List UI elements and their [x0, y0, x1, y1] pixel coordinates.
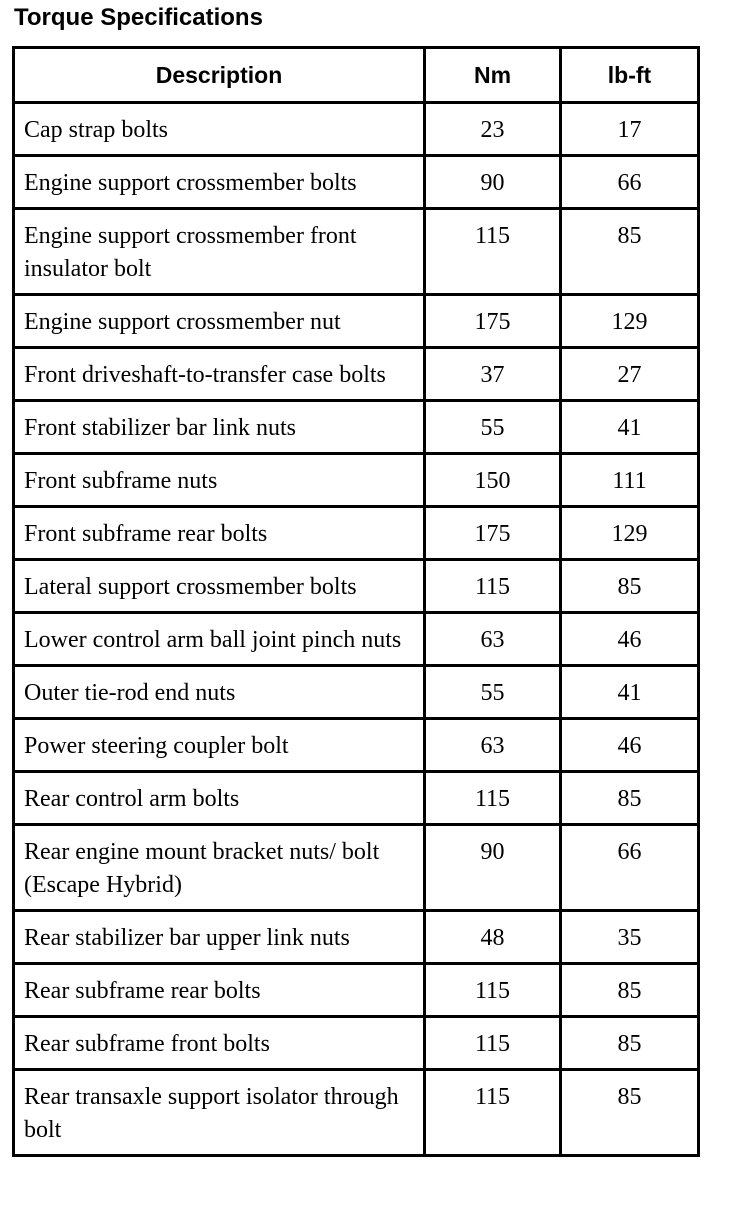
- cell-nm: 150: [425, 454, 561, 507]
- cell-nm: 63: [425, 719, 561, 772]
- cell-lb-ft: 46: [561, 719, 699, 772]
- cell-nm: 115: [425, 964, 561, 1017]
- cell-description: Rear subframe rear bolts: [14, 964, 425, 1017]
- table-row: [14, 103, 699, 156]
- cell-description: Rear control arm bolts: [14, 772, 425, 825]
- cell-description: Front subframe nuts: [14, 454, 425, 507]
- cell-description: Power steering coupler bolt: [14, 719, 425, 772]
- cell-nm: 115: [425, 560, 561, 613]
- cell-nm: 175: [425, 507, 561, 560]
- cell-lb-ft: 129: [561, 507, 699, 560]
- cell-nm: 115: [425, 1017, 561, 1070]
- cell-description: Engine support crossmember nut: [14, 295, 425, 348]
- table-row: [14, 560, 699, 613]
- cell-description: Rear transaxle support isolator through bolt: [14, 1070, 425, 1156]
- cell-lb-ft: 129: [561, 295, 699, 348]
- cell-nm: 115: [425, 772, 561, 825]
- table-row: [14, 1017, 699, 1070]
- cell-description: Rear engine mount bracket nuts/ bolt (Escape Hybrid): [14, 825, 425, 911]
- column-header-nm: Nm: [425, 48, 561, 103]
- cell-nm: 90: [425, 825, 561, 911]
- cell-description: Lower control arm ball joint pinch nuts: [14, 613, 425, 666]
- table-row: [14, 1070, 699, 1156]
- cell-nm: 37: [425, 348, 561, 401]
- cell-lb-ft: 41: [561, 666, 699, 719]
- cell-nm: 115: [425, 209, 561, 295]
- torque-specifications-table: [12, 46, 700, 1157]
- table-row: [14, 507, 699, 560]
- cell-lb-ft: 66: [561, 156, 699, 209]
- cell-nm: 23: [425, 103, 561, 156]
- cell-lb-ft: 66: [561, 825, 699, 911]
- table-row: [14, 613, 699, 666]
- table-row: [14, 772, 699, 825]
- cell-lb-ft: 85: [561, 772, 699, 825]
- table-row: [14, 666, 699, 719]
- cell-lb-ft: 85: [561, 209, 699, 295]
- page-title: Torque Specifications: [14, 4, 263, 31]
- table-row: [14, 348, 699, 401]
- table-row: [14, 295, 699, 348]
- table-row: [14, 719, 699, 772]
- cell-description: Rear stabilizer bar upper link nuts: [14, 911, 425, 964]
- cell-nm: 55: [425, 666, 561, 719]
- cell-description: Front stabilizer bar link nuts: [14, 401, 425, 454]
- cell-lb-ft: 85: [561, 1017, 699, 1070]
- cell-lb-ft: 85: [561, 1070, 699, 1156]
- cell-nm: 175: [425, 295, 561, 348]
- table-row: [14, 156, 699, 209]
- cell-lb-ft: 41: [561, 401, 699, 454]
- cell-description: Engine support crossmember front insulator bolt: [14, 209, 425, 295]
- cell-description: Engine support crossmember bolts: [14, 156, 425, 209]
- cell-lb-ft: 35: [561, 911, 699, 964]
- table-row: [14, 911, 699, 964]
- cell-lb-ft: 85: [561, 964, 699, 1017]
- table-row: [14, 964, 699, 1017]
- table-row: [14, 209, 699, 295]
- cell-lb-ft: 17: [561, 103, 699, 156]
- cell-nm: 55: [425, 401, 561, 454]
- cell-lb-ft: 85: [561, 560, 699, 613]
- cell-lb-ft: 111: [561, 454, 699, 507]
- cell-nm: 63: [425, 613, 561, 666]
- cell-nm: 115: [425, 1070, 561, 1156]
- cell-description: Front subframe rear bolts: [14, 507, 425, 560]
- column-header-description: Description: [14, 48, 425, 103]
- cell-description: Outer tie-rod end nuts: [14, 666, 425, 719]
- table-header-row: [14, 48, 699, 103]
- cell-description: Rear subframe front bolts: [14, 1017, 425, 1070]
- cell-nm: 90: [425, 156, 561, 209]
- cell-lb-ft: 46: [561, 613, 699, 666]
- cell-nm: 48: [425, 911, 561, 964]
- table-row: [14, 454, 699, 507]
- cell-description: Front driveshaft-to-transfer case bolts: [14, 348, 425, 401]
- cell-description: Cap strap bolts: [14, 103, 425, 156]
- table-row: [14, 401, 699, 454]
- table-row: [14, 825, 699, 911]
- column-header-lb-ft: lb-ft: [561, 48, 699, 103]
- cell-lb-ft: 27: [561, 348, 699, 401]
- cell-description: Lateral support crossmember bolts: [14, 560, 425, 613]
- table-body: [14, 103, 699, 1156]
